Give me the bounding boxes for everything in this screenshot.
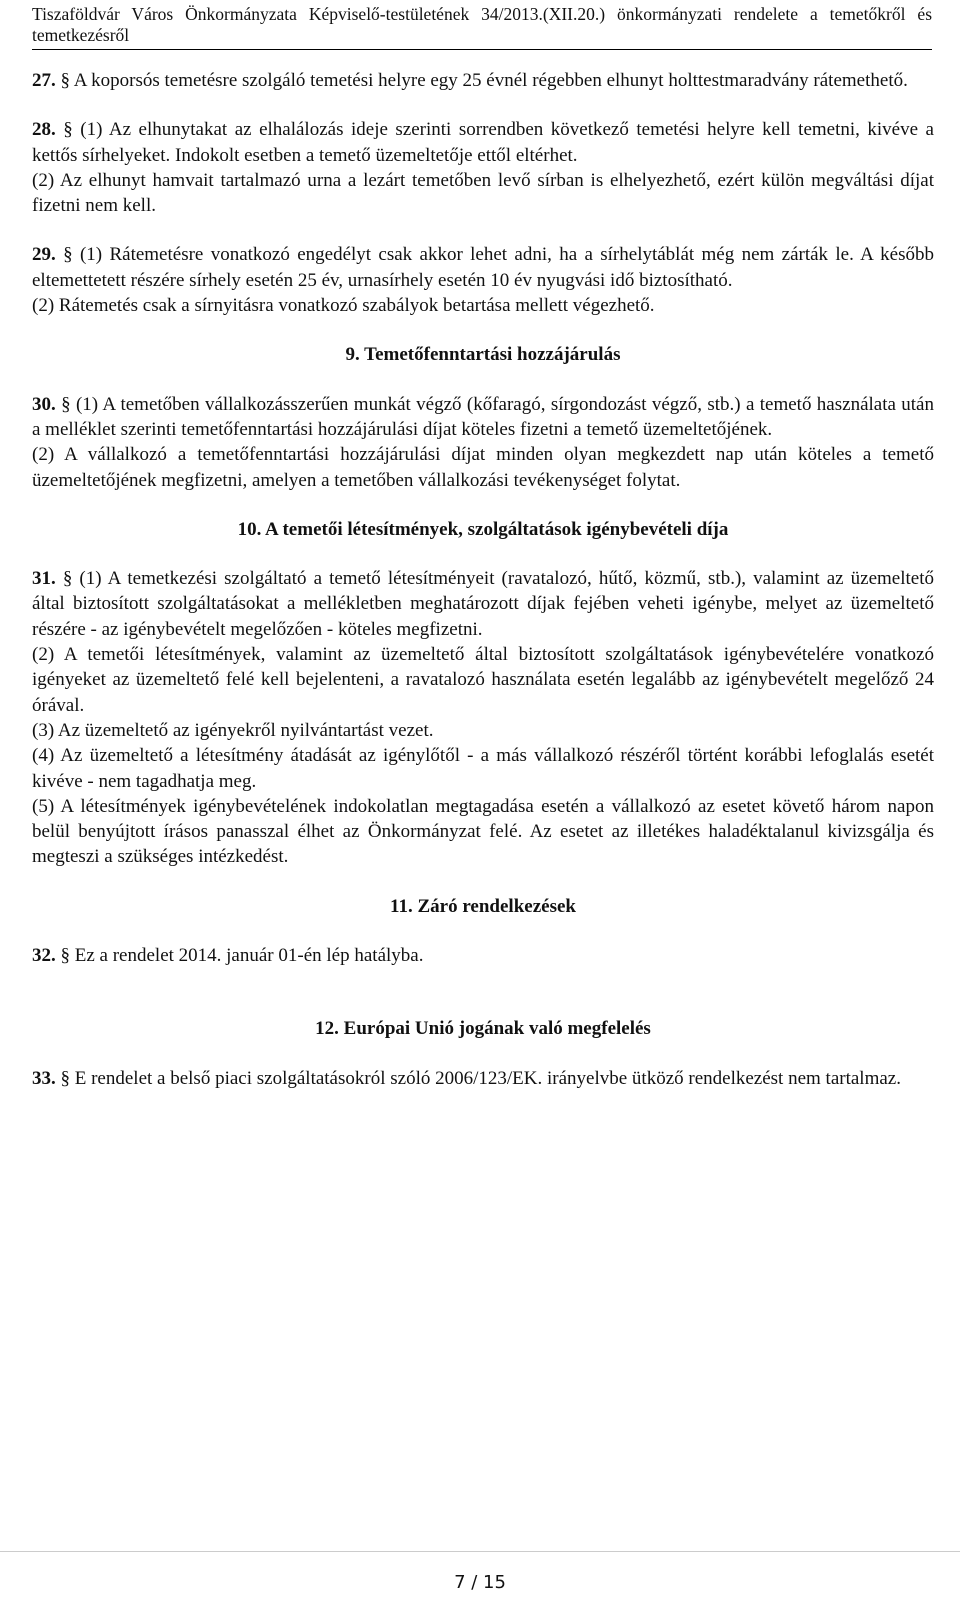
running-header [32, 4, 932, 50]
document-body [32, 68, 934, 1091]
section-number: 31. [32, 568, 56, 590]
section-sign: § [60, 1067, 70, 1089]
paragraph: (2) A vállalkozó a temetőfenntartási hozzájárulási díjat minden olyan megkezdett nap után köteles a temető üzemeltetőjének megfizetni, amelyen a temetőben vállalkozási tevékenységet folytat. [32, 444, 934, 491]
paragraph: (3) Az üzemeltető az igényekről nyilvántartást vezet. [32, 719, 434, 741]
paragraph: (2) Rátemetés csak a sírnyitásra vonatkozó szabályok betartása mellett végezhető. [32, 295, 655, 317]
paragraph-text: (1) Rátemetésre vonatkozó engedélyt csak akkor lehet adni, ha a sírhelytáblát még nem zárták le. A később eltemettetett részére sírhely esetén 25 év, urnasírhely esetén 10 év nyugvási idő biztosítható. [32, 244, 935, 291]
section-33 [32, 1066, 934, 1091]
header-text: Tiszaföldvár Város Önkormányzata Képviselő-testületének 34/2013.(XII.20.) önkormányzati rendelete a temetőkről és temetkezésről [32, 4, 932, 45]
section-sign: § [63, 119, 73, 141]
paragraph-text: Ez a rendelet 2014. január 01-én lép hatályba. [70, 945, 424, 967]
paragraph: (2) A temetői létesítmények, valamint az üzemeltető által biztosított szolgáltatások igénybevételére vonatkozó igényeket az üzemeltető felé kell bejelenteni, a ravatalozó használata esetén legalább az igénybevételt megelőző 24 órával. [32, 644, 934, 716]
section-number: 29. [32, 244, 56, 266]
section-31 [32, 566, 934, 642]
section-number: 27. [32, 70, 56, 91]
section-30 [32, 392, 934, 443]
section-29 [32, 242, 934, 293]
section-28 [32, 117, 934, 168]
chapter-heading-10: 10. A temetői létesítmények, szolgáltatások igénybevételi díja [237, 518, 729, 540]
paragraph-text: (1) Az elhunytakat az elhalálozás ideje szerinti sorrendben következő temetési helyre kell temetni, kivéve a kettős sírhelyeket. Indokolt esetben a temető üzemeltetője ettől eltérhet. [32, 119, 934, 166]
paragraph-text: E rendelet a belső piaci szolgáltatásokról szóló 2006/123/EK. irányelvbe ütköző rendelkezést nem tartalmaz. [70, 1067, 901, 1089]
page-number: 7 / 15 [454, 1572, 506, 1593]
section-sign: § [63, 244, 73, 266]
section-number: 30. [32, 393, 56, 415]
footer-divider [0, 1551, 960, 1552]
chapter-heading-11: 11. Záró rendelkezések [390, 895, 576, 917]
paragraph: (5) A létesítmények igénybevételének indokolatlan megtagadása esetén a vállalkozó az esetet követő három napon belül benyújtott írásos panasszal élhet az Önkormányzat felé. Az esetet az illetékes haladéktalanul kivizsgálja és megteszi a szükséges intézkedést. [32, 795, 934, 868]
paragraph-text: (1) A temetőben vállalkozásszerűen munkát végző (kőfaragó, sírgondozást végző, stb.) a temető használata után a melléklet szerinti temetőfenntartási hozzájárulási díjat köteles fizetni a temető üzemeltetőjének. [32, 393, 934, 440]
section-number: 32. [32, 945, 56, 967]
section-sign: § [62, 568, 73, 590]
chapter-heading-9: 9. Temetőfenntartási hozzájárulás [345, 344, 621, 366]
paragraph: (4) Az üzemeltető a létesítmény átadását az igénylőtől - a más vállalkozó részéről történt korábbi lefoglalás esetét kivéve - nem tagadhatja meg. [32, 745, 934, 792]
paragraph-text: (1) A temetkezési szolgáltató a temető létesítményeit (ravatalozó, hűtő, közmű, stb.), valamint az üzemeltető által biztosított szolgáltatásokat a mellékletben meghatározott díjak fejében veheti igénybe, melyet az üzemeltető részére - az igénybevételt megelőzően - köteles megfizetni. [32, 568, 934, 640]
section-sign: § [60, 945, 70, 967]
paragraph-text: A koporsós temetésre szolgáló temetési helyre egy 25 évnél régebben elhunyt holttestmaradvány rátemethető. [70, 70, 908, 91]
section-32 [32, 943, 934, 968]
chapter-heading-12: 12. Európai Unió jogának való megfelelés [315, 1018, 651, 1040]
section-number: 33. [32, 1067, 56, 1089]
section-sign: § [60, 70, 70, 91]
section-number: 28. [32, 119, 56, 141]
section-sign: § [61, 393, 71, 415]
section-27 [32, 68, 934, 93]
paragraph: (2) Az elhunyt hamvait tartalmazó urna a lezárt temetőben levő sírban is elhelyezhető, ezért külön megváltási díjat fizetni nem kell. [32, 169, 934, 217]
